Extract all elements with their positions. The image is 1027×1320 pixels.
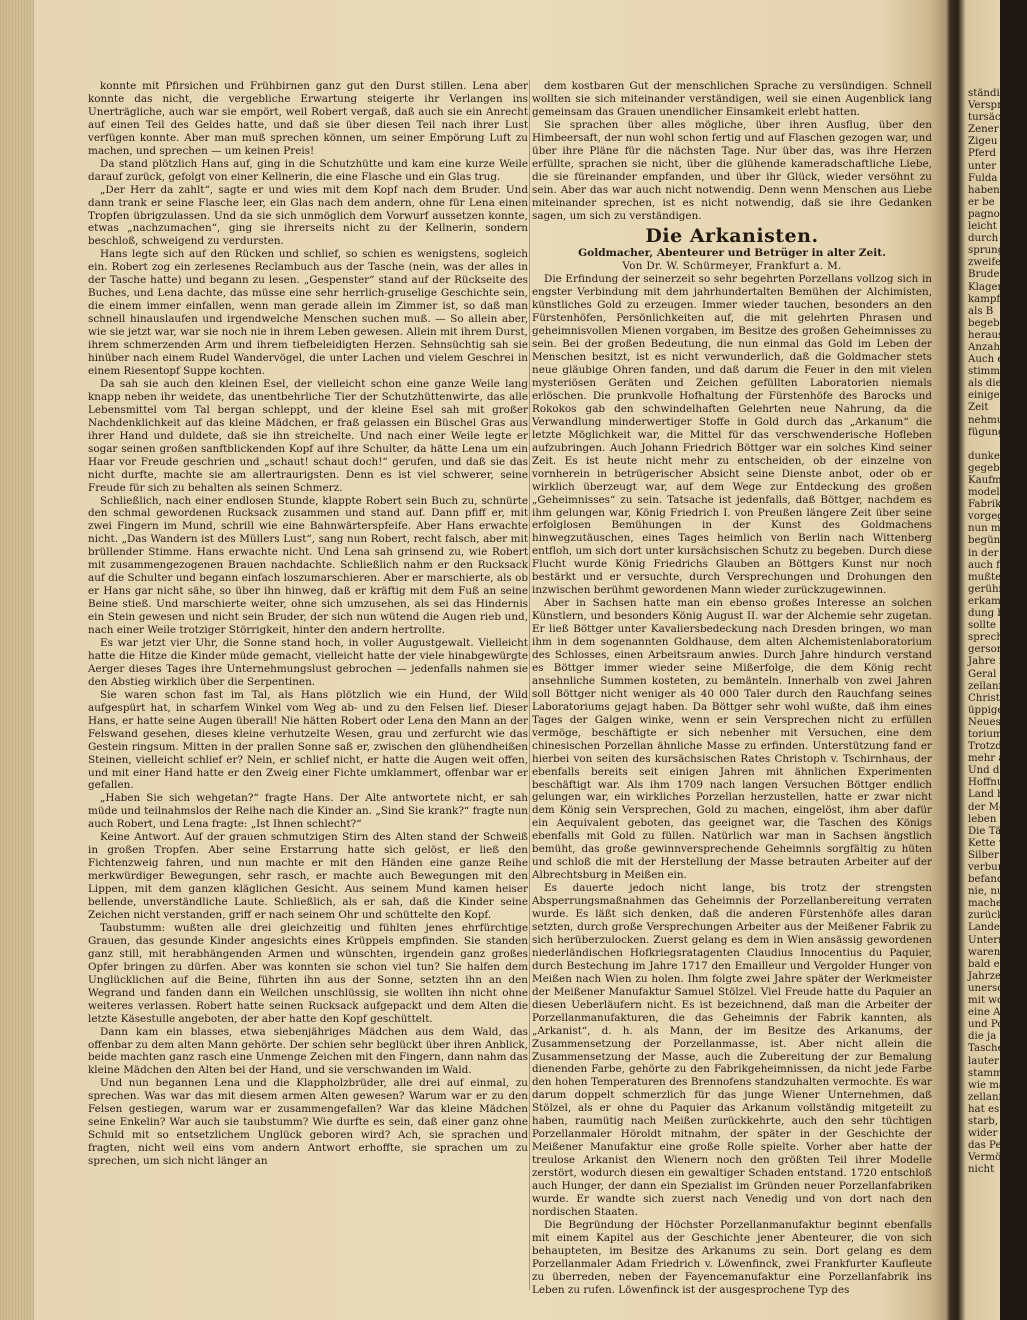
story-paragraph: Hans legte sich auf den Rücken und schlief, so schien es wenigstens, sogleich ein. Robert zog ein zerlesenes Reclambuch aus der Tasche (nein, was der alles in der Tasche hatte) und begann zu lesen. „Gespenster“ stand auf der Rückseite des Buches, und Lena dachte, das müsse eine sehr herrlich-gruselige Geschichte sein, die einem immer einfallen, wenn man gerade allein im Zimmer ist, so daß man schnell hinauslaufen und irgendwelche Menschen suchen muß. — So allein aber, wie sie jetzt war, war sie noch nie in ihrem Leben gewesen. Allein mit ihrem Durst, ihrem schmerzenden Arm und ihrem tiefbeleidigten Herzen. Sehnsüchtig sah sie hinüber nach einem Rudel Wandervögel, die unter Lachen und vielem Geschrei in einem Riesentopf Suppe kochten. bbox=[88, 248, 528, 377]
fragment-line: befand, bbox=[968, 874, 1007, 886]
fragment-line: Anzahl bbox=[968, 341, 1004, 353]
story-paragraph: Da stand plötzlich Hans auf, ging in die Schutzhütte und kam eine kurze Weile darauf zurück, gefolgt von einer Kellnerin, die eine Flasche und ein Glas trug. bbox=[88, 157, 528, 183]
fragment-line: Landesei bbox=[968, 922, 1015, 934]
fragment-line: pagno bbox=[968, 208, 1000, 220]
fragment-line: das Pech bbox=[968, 1140, 1014, 1152]
fragment-line: nicht bbox=[968, 1164, 995, 1176]
fragment-line: Pferd bbox=[968, 148, 997, 160]
fragment-line: üppige bbox=[968, 704, 1004, 716]
fragment-line: Fulda bbox=[968, 172, 998, 184]
fragment-line: haben bbox=[968, 184, 1000, 196]
fragment-line: er be bbox=[968, 196, 995, 208]
fragment-line: die ja e bbox=[968, 1031, 1006, 1043]
story-paragraph: Dann kam ein blasses, etwa siebenjähriges Mädchen aus dem Wald, das offenbar zu dem alten Mann gehörte. Der schien sehr beglückt über ihren Anblick, beide machten ganz rasch eine Unmenge Zeichen mit den Fingern, dann nahm das kleine Mädchen den Alten bei der Hand, und sie verschwanden im Wald. bbox=[88, 1025, 528, 1077]
fragment-line: unerschü bbox=[968, 982, 1017, 994]
fragment-line: Unternehm bbox=[968, 934, 1027, 946]
fragment-line: stammte bbox=[968, 1067, 1013, 1079]
fragment-line: Vermögen bbox=[968, 1152, 1021, 1164]
fragment-line: leicht bbox=[968, 221, 997, 233]
fragment-line: eine Art bbox=[968, 1007, 1010, 1019]
fragment-line: Trotzdem bbox=[968, 741, 1018, 753]
fragment-line: heraus bbox=[968, 329, 1004, 341]
fragment-line: nehmur bbox=[968, 414, 1009, 426]
fragment-line: Zigeu bbox=[968, 136, 998, 148]
fragment-line: Verspr bbox=[968, 100, 1002, 112]
article-paragraph: Die Begründung der Höchster Porzellanmanufaktur beginnt ebenfalls mit einem Kapitel aus der Geschichte jener Abenteurer, die von sich behaupteten, im Besitze des Arkanums zu sein. Dort gelang es dem Porzellanmaler Adam Friedrich v. Löwenfinck, zwei Frankfurter Kaufleute zu überreden, neben der Fayencemanufaktur eine Porzellanfabrik ins Leben zu rufen. Löwenfinck ist der ausgesprochene Typ des bbox=[532, 1218, 932, 1296]
fragment-line: und Poli bbox=[968, 1019, 1010, 1031]
fragment-line: stimmt bbox=[968, 366, 1004, 378]
fragment-line: Fabrikel bbox=[968, 499, 1011, 511]
story-continuation bbox=[532, 80, 932, 222]
story-paragraph: dem kostbaren Gut der menschlichen Sprache zu versündigen. Schnell wollten sie sich miteinander verständigen, weil sie einen Augenblick lang gemeinsam das Grauen unendlicher Einsamkeit erlebt hatten. bbox=[532, 80, 932, 118]
story-paragraph: Da sah sie auch den kleinen Esel, der vielleicht schon eine ganze Weile lang knapp neben ihr weidete, das unentbehrliche Tier der Schutzhüttenwirte, das alle Lebensmittel vom Tal bergan schleppt, und der kleine Esel sah mit großer Nachdenklichkeit auf das kleine Mädchen, er fraß gelassen ein Büschel Gras aus ihrer Hand und duldete, daß sie ihn streichelte. Und nach einer Weile legte er sogar seinen großen sanftblickenden Kopf auf ihre Schulter, da hätte Lena um ein Haar vor Freude geschrien und „schaut! schaut doch!“ gerufen, und daß sie das nicht durfte, machte sie am allertraurigsten. Denn es ist viel schwerer, seine Freude für sich zu behalten als seinen Schmerz. bbox=[88, 377, 528, 494]
story-paragraph: Und nun begannen Lena und die Klappholzbrüder, alle drei auf einmal, zu sprechen. Was war das mit diesem armen Alten gewesen? Warum war er zu den Felsen gestiegen, warum war er zusammengefallen? War das kleine Mädchen seine Enkelin? War auch sie taubstumm? Wie durfte es sein, daß einer ganz ohne Schuld mit so entsetzlichem Unglück geboren wird? Ach, sie sprachen und fragten, nicht weil eins vom andern Antwort erhoffte, sie sprachen um zu sprechen, um sich nicht länger an bbox=[88, 1077, 528, 1168]
story-paragraph: Keine Antwort. Auf der grauen schmutzigen Stirn des Alten stand der Schweiß in großen Tropfen. Aber seine Erstarrung hatte sich gelöst, er ließ den Fichtenzweig fahren, und nun machte er mit den Händen eine ganze Reihe merkwürdiger Bewegungen, sehr rasch, er machte auch Bewegungen mit den Lippen, mit dem ganzen kläglichen Gesicht. Aus seinem Mund kamen heiser bellende, unverständliche Laute. Schließlich, als er sah, daß die Kinder seine Zeichen nicht verstanden, griff er nach seinem Ohr und schüttelte den Kopf. bbox=[88, 831, 528, 921]
fragment-line: einige bbox=[968, 390, 1000, 402]
fragment-line bbox=[968, 439, 1000, 451]
fragment-line: hat es n bbox=[968, 1103, 1010, 1115]
fragment-line: auch fl bbox=[968, 559, 1003, 571]
fragment-line: tursäc bbox=[968, 112, 1001, 124]
fragment-line: dung be bbox=[968, 608, 1010, 620]
article-column-middle bbox=[532, 80, 932, 1296]
fragment-line: Und doch bbox=[968, 765, 1018, 777]
fragment-line: zurück. bbox=[968, 910, 1007, 922]
fragment-line: waren, b bbox=[968, 946, 1014, 958]
article-paragraph: Aber in Sachsen hatte man ein ebenso großes Interesse an solchen Künstlern, und besonders König August II. war der Alchemie sehr zugetan. Er ließ Böttger unter Kavaliersbedeckung nach Dresden bringen, wo man ihm in dem sogenannten Goldhause, dem alten Alchemistenlaboratorium des Schlosses, einen Arbeitsraum anwies. Durch Jahre hindurch verstand es Böttger immer wieder seine Mißerfolge, die dem König recht ansehnliche Summen kosteten, zu bemänteln. Innerhalb von zwei Jahren soll Böttger nicht weniger als 40 000 Taler durch den Rauchfang seines Laboratoriums gejagt haben. Da Böttger sehr wohl wußte, daß ihm eines Tages der Galgen winke, wenn er sein Versprechen nicht zu erfüllen vermöge, beschäftigte er sich nebenher mit Versuchen, eine dem chinesischen Porzellan ähnliche Masse zu erfinden. Unterstützung fand er hierbei von seiten des kursächsischen Rates Christoph v. Tschirnhaus, der ebenfalls bereits seit einigen Jahren mit ähnlichen Experimenten beschäftigt war. Als ihm 1709 nach langen Versuchen Böttger endlich gelungen war, ein wirkliches Porzellan herzustellen, hatte er zwar nicht dem König sein Versprechen, Gold zu machen, eingelöst, ihm aber dafür ein Aequivalent geboten, das geeignet war, die Taschen des Königs ebenfalls mit Gold zu füllen. Natürlich war man in Sachsen ängstlich bemüht, das große gewinnversprechende Geheimnis sorgfältig zu hüten und schloß die mit der Herstellung der Masse betrauten Arbeiter auf der Albrechtsburg in Meißen ein. bbox=[532, 597, 932, 882]
fragment-line: Kette vo bbox=[968, 837, 1011, 849]
fragment-line: kampfe bbox=[968, 293, 1007, 305]
story-paragraph: Es war jetzt vier Uhr, die Sonne stand hoch, in voller Augustgewalt. Vielleicht hatte die Hitze die Kinder müde gemacht, vielleicht hatte der viele hinabgewürgte Aerger dieses Tages ihre Unternehmungslust gebrochen — jedenfalls nahmen sie den Abstieg wirklich über die Serpentinen. bbox=[88, 636, 528, 688]
fragment-line: fügunge bbox=[968, 426, 1011, 438]
fragment-line: der Mehr bbox=[968, 801, 1017, 813]
fragment-line: nie, nur bbox=[968, 886, 1009, 898]
fragment-line: begünsti bbox=[968, 535, 1013, 547]
fragment-line: Brude bbox=[968, 269, 1000, 281]
fragment-line: Hoffnung bbox=[968, 777, 1017, 789]
column-divider bbox=[529, 80, 530, 1290]
fragment-line: lauter Em bbox=[968, 1055, 1020, 1067]
book-edge bbox=[0, 0, 34, 1320]
story-paragraph: konnte mit Pfirsichen und Frühbirnen ganz gut den Durst stillen. Lena aber konnte das nicht, die vergebliche Erwartung steigerte ihr Verlangen ins Unerträgliche, auch war sie empört, weil Robert vergaß, daß auch sie ein Anrecht auf einen Teil des Geldes hatte, und daß sie über diesen Teil nach ihrer Lust verfügen konnte. Aber man muß sprechen können, um seiner Empörung Luft zu machen, und sprechen — um keinen Preis! bbox=[88, 80, 528, 157]
fragment-line: starb, w bbox=[968, 1115, 1010, 1127]
article-subtitle: Goldmacher, Abenteurer und Betrüger in alter Zeit. bbox=[578, 247, 886, 260]
fragment-line: Tasche u bbox=[968, 1043, 1014, 1055]
fragment-line: Land bu bbox=[968, 789, 1011, 801]
fragment-line: Jahrzehnt bbox=[968, 970, 1019, 982]
fragment-line: Die Tät bbox=[968, 825, 1006, 837]
story-paragraph: Taubstumm: wußten alle drei gleichzeitig und fühlten jenes ehrfürchtige Grauen, das gesunde Kinder angesichts eines Krüppels empfinden. Sie standen ganz still, mit herabhängenden Armen und wünschten, irgendein ganz großes Opfer bringen zu dürfen. Aber was konnten sie schon viel tun? Sie halfen dem Unglücklichen auf die Beine, führten ihn aus der Sonne, setzten ihn an den Wegrand und fanden dann ein Weilchen unschlüssig, sie wollten ihn nicht ohne weiteres verlassen. Robert hatte seinen Rucksack aufgepackt und dem Alten die letzte Käsestulle angeboten, der aber hatte den Kopf geschüttelt. bbox=[88, 921, 528, 1025]
article-title: Die Arkanisten. bbox=[645, 225, 819, 248]
fragment-line: toriums. bbox=[968, 728, 1012, 740]
next-page-column-fragment bbox=[968, 88, 1027, 1288]
fragment-line: Christ bbox=[968, 692, 1000, 704]
fragment-line: Zener bbox=[968, 124, 999, 136]
fragment-line: Klagen bbox=[968, 281, 1005, 293]
story-paragraph: Sie sprachen über alles mögliche, über ihren Ausflug, über den Himbeersaft, der nun wohl schon fertig und auf Flaschen gezogen war, und über ihre Pläne für die nächsten Tage. Nur über das, was ihre Herzen erfüllte, sprachen sie nicht, über die glühende kameradschaftliche Liebe, die sie füreinander empfanden, und über ihr Glück, wieder versöhnt zu sein. Aber das war auch nicht notwendig. Denn wenn Menschen aus Liebe miteinander sprechen, ist es nicht notwendig, daß sie ihre Gedanken sagen, um sich zu verständigen. bbox=[532, 118, 932, 222]
fragment-line: wie manc bbox=[968, 1079, 1018, 1091]
fragment-line: als B bbox=[968, 305, 994, 317]
fragment-line: Auch e bbox=[968, 354, 1004, 366]
fragment-line: erkam bbox=[968, 595, 1001, 607]
story-column-left bbox=[88, 80, 528, 1290]
fragment-line: zellanfab bbox=[968, 1091, 1015, 1103]
fragment-line: zellanfab bbox=[968, 680, 1015, 692]
fragment-line: sprechung bbox=[968, 632, 1023, 644]
fragment-line: Geral bbox=[968, 668, 997, 680]
article-paragraph: Die Erfindung der seinerzeit so sehr begehrten Porzellans vollzog sich in engster Verbindung mit dem jahrhundertalten Bemühen der Alchimisten, künstliches Gold zu erzeugen. Immer wieder tauchen, besonders an den Fürstenhöfen, Persönlichkeiten auf, die mit gelehrten Phrasen und geheimnisvollen Mienen vorgaben, im Besitze des großen Geheimnisses zu sein. Bei der großen Bedeutung, die nun einmal das Gold im Leben der Menschen besitzt, ist es nicht verwunderlich, daß die Goldmacher stets neue gläubige Ohren fanden, und daß darum die Feuer in den mit vielen mysteriösen Geräten und Zeichen gefüllten Laboratorien niemals erlöschen. Die prunkvolle Hofhaltung der Fürstenhöfe des Barocks und Rokokos gab den schwindelhaften Gelehrten neue Nahrung, da die Verwandlung minderwertiger Stoffe in Gold durch das „Arkanum“ die letzte Möglichkeit war, die Mittel für das verschwenderische Hofleben aufzubringen. Auch Johann Friedrich Böttger war ein solches Kind seiner Zeit. Es ist heute nicht mehr zu entscheiden, ob der einzelne von vornherein in betrügerischer Absicht seine Dienste anbot, oder ob er wirklich überzeugt war, auf dem Wege zur Entdeckung des großen „Geheimnisses“ zu sein. Tatsache ist jedenfalls, daß Böttger, nachdem es ihm gelungen war, König Friedrich I. von Preußen längere Zeit über seine erfolglosen Bemühungen in der Kunst des Goldmachens hinwegzutäuschen, eines Tages heimlich von Berlin nach Wittenberg entfloh, um sich dort unter kursächsischen Schutz zu begeben. Durch diese Flucht wurde König Friedrichs Glauben an Böttgers Kunst nur noch bestärkt und er versuchte, durch Versprechungen und Drohungen den inzwischen berühmt gewordenen Mann wieder zurückzugewinnen. bbox=[532, 273, 932, 597]
fragment-line: verbunde bbox=[968, 862, 1017, 873]
fragment-line: durch bbox=[968, 233, 999, 245]
story-paragraph: „Haben Sie sich wehgetan?“ fragte Hans. Der Alte antwortete nicht, er sah müde und teilnahmslos der Reihe nach die Kinder an. „Sind Sie krank?“ fragte nun auch Robert, und Lena fragte: „Ist Ihnen schlecht?“ bbox=[88, 792, 528, 831]
fragment-line: ständi bbox=[968, 88, 1000, 99]
fragment-line: modell bbox=[968, 487, 1003, 499]
article-paragraph: Es dauerte jedoch nicht lange, bis trotz der strengsten Absperrungsmaßnahmen das Geheimnis der Porzellanbereitung verraten wurde. Es läßt sich denken, daß die anderen Fürstenhöfe alles daran setzten, durch große Versprechungen Arbeiter aus der Meißener Fabrik zu sich herüberzulocken. Zuerst gelang es dem in Wien ansässig gewordenen niederländischen Hofkriegsratagenten Claudius Innocentius du Paquier, durch Bestechung im Jahre 1717 den Emailleur und Vergolder Hunger von Meißen nach Wien zu holen. Ihm folgte zwei Jahre später der Werkmeister der Meißener Manufaktur Samuel Stölzel. Viel Freude hatte du Paquier an diesen Ueberläufern nicht. Es ist bezeichnend, daß man die Arbeiter der Porzellanmanufakturen, die das Geheimnis der Fabrik kannten, als „Arkanist“, d. h. als Mann, der im Besitze des Arkanums, der Zusammensetzung der Porzellanmasse, ist. Aber nicht allein die Zusammensetzung der Masse, auch die Zubereitung der zur Bemalung dienenden Farbe, gehörte zu den Fabrikgeheimnissen, da nicht jede Farbe den hohen Temperaturen des Brennofens standzuhalten vermochte. Es war darum doppelt schmerzlich für das junge Wiener Unternehmen, daß Stölzel, als er ohne du Paquier das Arkanum vollständig mitgeteilt zu haben, raumütig nach Meißen zurückkehrte, auch den sehr tüchtigen Porzellanmaler Höroldt mitnahm, der später in der Geschichte der Meißener Manufaktur eine große Rolle spielte. Vorher aber hatte der treulose Arkanist den Wienern noch den größten Teil ihrer Modelle zerstört, wodurch diesen ein gewaltiger Schaden entstand. 1720 entschloß auch Hunger, der dann ein Spezialist im Gründen neuer Porzellanfabriken wurde. Er wandte sich zuerst nach Venedig und von dort nach den nordischen Staaten. bbox=[532, 882, 932, 1218]
fragment-line: gerühn bbox=[968, 583, 1006, 595]
fragment-line: bald eine bbox=[968, 958, 1016, 970]
fragment-line: nun meg bbox=[968, 523, 1014, 535]
fragment-line: Neues bbox=[968, 716, 1001, 728]
fragment-line: Silber fe bbox=[968, 849, 1012, 861]
fragment-line: unter bbox=[968, 160, 997, 172]
fragment-line: dunkel bbox=[968, 450, 1004, 462]
fragment-line: leben un bbox=[968, 813, 1013, 825]
fragment-line: vorgegat bbox=[968, 511, 1014, 523]
fragment-line: wider ih bbox=[968, 1128, 1011, 1140]
story-paragraph: „Der Herr da zahlt“, sagte er und wies mit dem Kopf nach dem Bruder. Und dann trank er seine Flasche leer, ein Glas nach dem andern, ohne für Lena einen Tropfen übrigzulassen. Und da sie sich unmöglich dem Vorwurf aussetzen konnte, etwas „nachzumachen“, ging sie ihrerseits nicht zu der Kellnerin, sondern beschloß, schweigend zu verdursten. bbox=[88, 183, 528, 248]
fragment-line: begebe bbox=[968, 317, 1006, 329]
fragment-line: mußte, bbox=[968, 571, 1005, 583]
fragment-line: Kaufman bbox=[968, 475, 1015, 486]
fragment-line: Jahre flo bbox=[968, 656, 1012, 668]
fragment-line: machen, bbox=[968, 898, 1012, 910]
story-paragraph: Sie waren schon fast im Tal, als Hans plötzlich wie ein Hund, der Wild aufgespürt hat, in scharfem Winkel vom Weg ab- und zu den Felsen lief. Dieser Hans, er hatte seine Augen überall! Nie hätten Robert oder Lena den Mann an der Felswand gesehen, dieses kleine verhutzelte Wesen, grau und zerfurcht wie das Gestein ringsum. Mitten in der prallen Sonne saß er, zwischen den glühendheißen Steinen, vielleicht schlief er? Nein, er schlief nicht, er hatte die Augen weit offen, und mit einer Hand hatte er den Zweig einer Fichte umklammert, offenbar war er gefallen. bbox=[88, 688, 528, 792]
fragment-line: sprung bbox=[968, 245, 1005, 257]
fragment-line: mehr als bbox=[968, 753, 1013, 765]
fragment-line: Zeit bbox=[968, 402, 989, 414]
fragment-line: zweife bbox=[968, 257, 1002, 269]
fragment-line: mit wohl bbox=[968, 995, 1013, 1007]
story-paragraph: Schließlich, nach einer endlosen Stunde, klappte Robert sein Buch zu, schnürte den schmal gewordenen Rucksack zusammen und stand auf. Dann pfiff er, mit zwei Fingern im Mund, schrill wie eine Bahnwärterspfeife. Aber Hans erwachte nicht. „Das Wandern ist des Müllers Lust“, sang nun Robert, recht falsch, aber mit brüllender Stimme. Hans erwachte nicht. Und Lena sah grinsend zu, wie Robert mit zusammengezogenen Brauen nachdachte. Schließlich nahm er den Rucksack auf die Schulter und begann einfach loszumarschieren. Aber er marschierte, als ob er Hans gar nicht sähe, so über ihn hinweg, daß er kräftig mit dem Fuß an seine Beine stieß. Und marschierte weiter, ohne sich umzusehen, als sei das Hindernis ein Stein gewesen und nicht sein Bruder, der sich nun wütend die Augen rieb und, nach einer Weile trotziger Störrigkeit, hinter den andern hertrollte. bbox=[88, 494, 528, 637]
article-body bbox=[532, 273, 932, 1296]
article-author: Von Dr. W. Schürmeyer, Frankfurt a. M. bbox=[622, 260, 842, 273]
fragment-line: gegeben bbox=[968, 462, 1013, 474]
fragment-line: sollte B bbox=[968, 620, 1007, 632]
fragment-line: gerson bbox=[968, 644, 1004, 656]
fragment-line: als die bbox=[968, 378, 1002, 390]
fragment-line: in der bbox=[968, 547, 999, 559]
